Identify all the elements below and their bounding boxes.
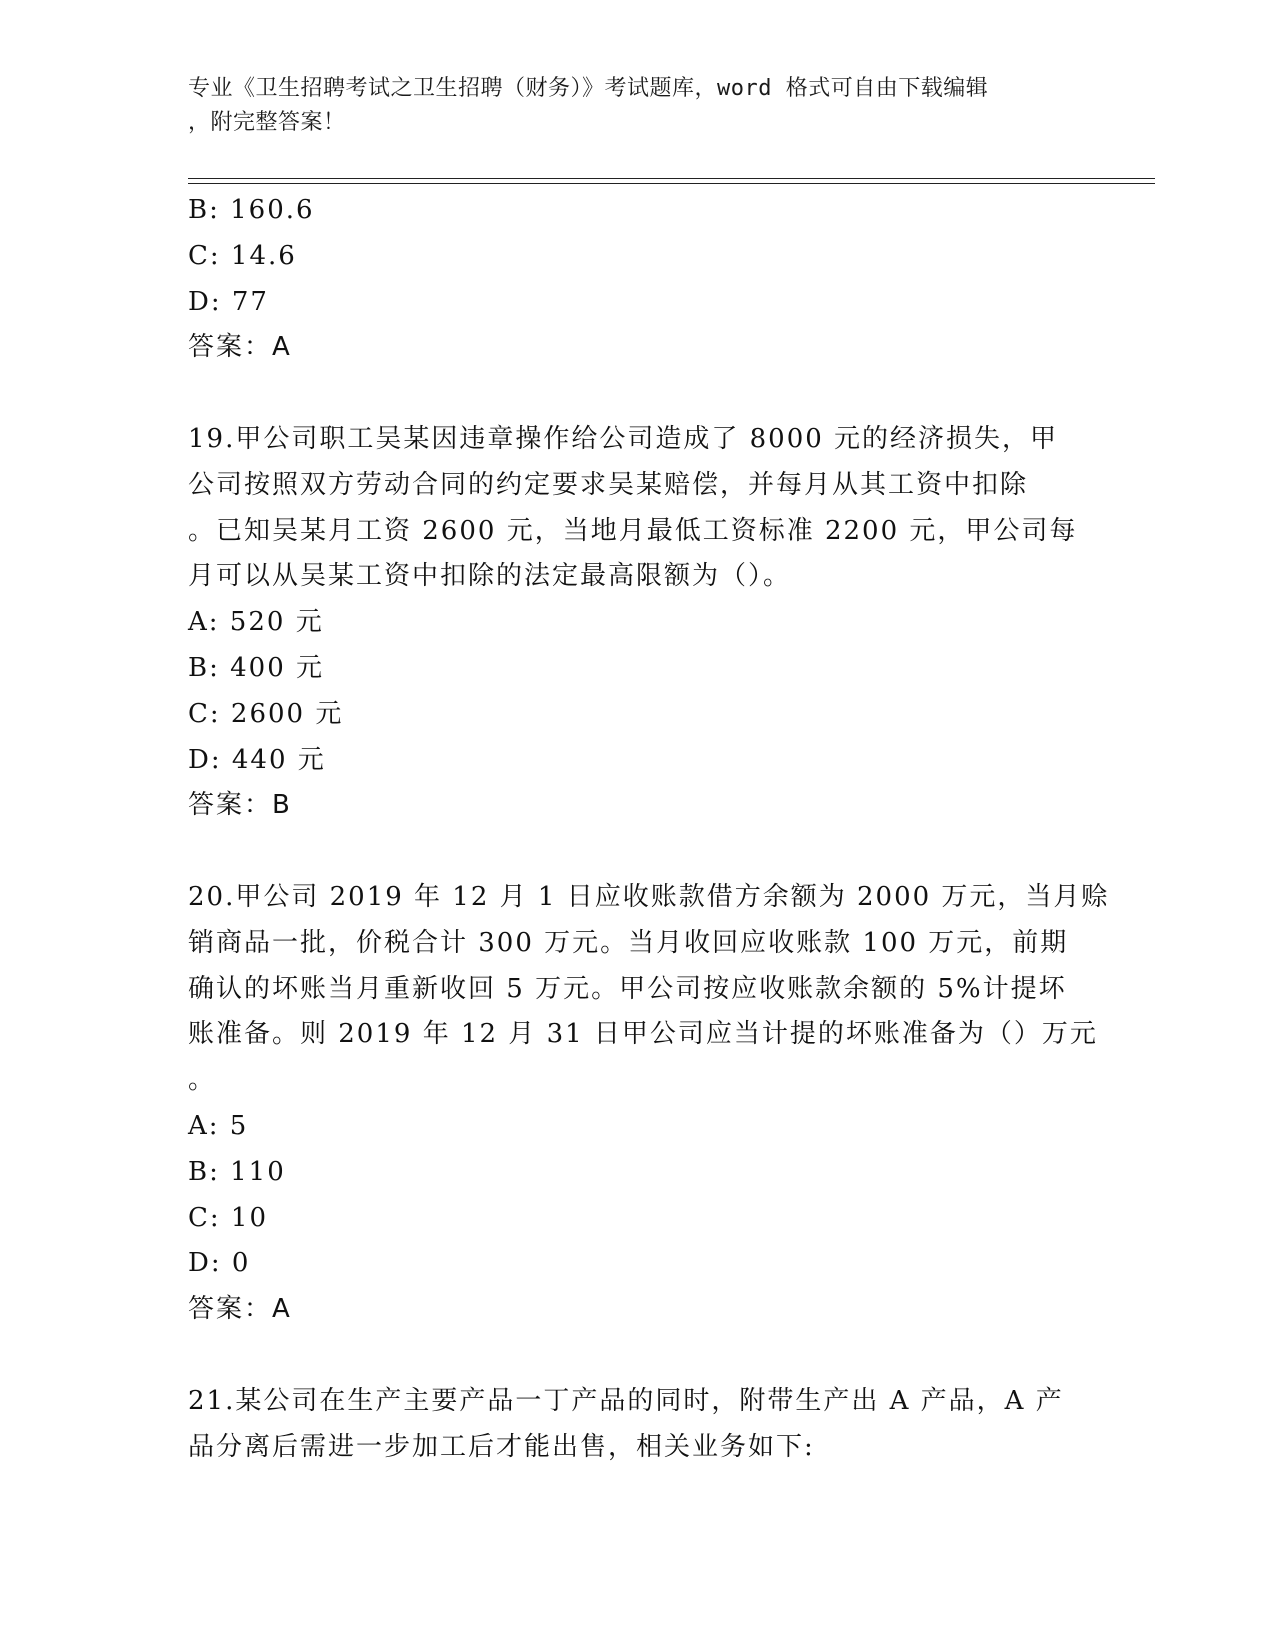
option-c: C: 10 bbox=[188, 1202, 269, 1233]
question-stem-line: 19.甲公司职工吴某因违章操作给公司造成了 8000 元的经济损失，甲 bbox=[188, 423, 1059, 454]
header-divider-top bbox=[188, 178, 1155, 179]
question-stem-line: 品分离后需进一步加工后才能出售，相关业务如下: bbox=[188, 1431, 815, 1462]
header-line-1: 专业《卫生招聘考试之卫生招聘（财务）》考试题库，word 格式可自由下载编辑 bbox=[188, 76, 989, 101]
question-stem-line: 。 bbox=[188, 1065, 217, 1096]
option-d: D: 440 元 bbox=[188, 744, 326, 775]
question-19 bbox=[188, 417, 1088, 829]
question-stem-line: 月可以从吴某工资中扣除的法定最高限额为（）。 bbox=[188, 561, 792, 592]
option-d: D: 77 bbox=[188, 286, 269, 317]
question-stem-line: 销商品一批，价税合计 300 万元。当月收回应收账款 100 万元，前期 bbox=[188, 927, 1069, 958]
option-b: B: 400 元 bbox=[188, 652, 325, 683]
question-21 bbox=[188, 1379, 1088, 1471]
question-list bbox=[188, 188, 1110, 1470]
option-c: C: 14.6 bbox=[188, 240, 297, 271]
question-stem-line: 。已知吴某月工资 2600 元，当地月最低工资标准 2200 元，甲公司每 bbox=[188, 515, 1078, 546]
question-stem-line: 账准备。则 2019 年 12 月 31 日甲公司应当计提的坏账准备为（）万元 bbox=[188, 1019, 1098, 1050]
question-20 bbox=[188, 875, 1110, 1333]
option-b: B: 110 bbox=[188, 1156, 286, 1187]
answer-label: 答案：A bbox=[188, 332, 292, 363]
question-stem-line: 确认的坏账当月重新收回 5 万元。甲公司按应收账款余额的 5%计提坏 bbox=[188, 973, 1067, 1004]
option-c: C: 2600 元 bbox=[188, 698, 344, 729]
document-header bbox=[188, 72, 1068, 140]
option-a: A: 520 元 bbox=[188, 607, 324, 638]
question-stem-line: 公司按照双方劳动合同的约定要求吴某赔偿，并每月从其工资中扣除 bbox=[188, 469, 1029, 500]
question-stem-line: 20.甲公司 2019 年 12 月 1 日应收账款借方余额为 2000 万元，当月赊 bbox=[188, 881, 1110, 912]
header-divider-bottom bbox=[188, 183, 1155, 184]
question-18-tail bbox=[188, 188, 1088, 371]
answer-label: 答案：A bbox=[188, 1294, 292, 1325]
option-a: A: 5 bbox=[188, 1110, 249, 1141]
question-stem-line: 21.某公司在生产主要产品一丁产品的同时，附带生产出 A 产品，A 产 bbox=[188, 1385, 1064, 1416]
answer-label: 答案：B bbox=[188, 790, 292, 821]
option-b: B: 160.6 bbox=[188, 195, 315, 225]
option-d: D: 0 bbox=[188, 1248, 251, 1279]
header-line-2: ，附完整答案！ bbox=[188, 110, 346, 135]
